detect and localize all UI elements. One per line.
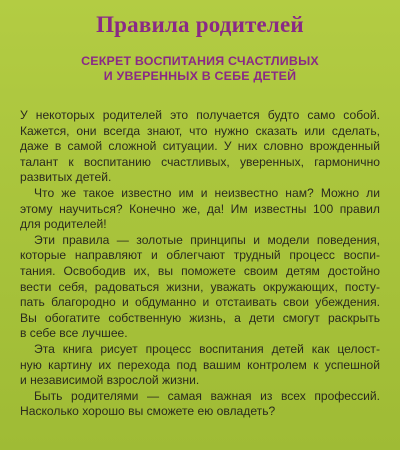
text-line: ную картину их перехода под вашим контролем к успешной [20,357,380,372]
subtitle-line-1: СЕКРЕТ ВОСПИТАНИЯ СЧАСТЛИВЫХ [81,54,319,68]
text-line: которые направляют и облегчают трудный процесс воспи- [20,248,380,263]
book-subtitle [20,54,380,84]
paragraph-3 [20,233,380,342]
text-line: Быть родителями — самая важная из всех профессий. [34,388,380,403]
text-line: в себе все лучшее. [20,326,128,341]
paragraph-1 [20,108,380,186]
paragraph-5 [20,389,380,420]
subtitle-line-2: И УВЕРЕННЫХ В СЕБЕ ДЕТЕЙ [103,69,297,83]
description-text [20,108,380,420]
text-line: Что же такое известно им и неизвестно нам? Можно ли [34,185,380,200]
text-line: для родителей! [20,217,107,232]
text-line: пать благородно и обдуманно и отстаивать свои убеждения. [20,295,380,310]
text-line: Вы обогатите собственную жизнь, а дети смогут раскрыть [20,310,380,325]
text-line: Эта книга рисует процесс воспитания детей как целост- [34,341,380,356]
text-line: и независимой взрослой жизни. [20,373,200,388]
text-line: даже в самой сложной ситуации. У них словно врожденный [20,139,380,154]
text-line: тания. Освободив их, вы поможете своим детям достойно [20,263,380,278]
text-line: этому научиться? Конечно же, да! Им известны 100 правил [20,201,380,216]
text-line: вести себя, радоваться жизни, уважать окружающих, посту- [20,279,380,294]
book-title: Правила родителей [96,12,304,37]
paragraph-2 [20,186,380,233]
text-line: Насколько хорошо вы сможете ею овладеть? [20,404,276,419]
text-line: развитых детей. [20,170,112,185]
text-line: талант к воспитанию счастливых, уверенных, гармонично [20,154,380,169]
text-line: У некоторых родителей это получается будто само собой. [20,108,380,122]
text-line: Эти правила — золотые принципы и модели поведения, [34,232,380,247]
text-line: Кажется, они всегда знают, что нужно сказать или сделать, [20,123,380,138]
paragraph-4 [20,342,380,389]
